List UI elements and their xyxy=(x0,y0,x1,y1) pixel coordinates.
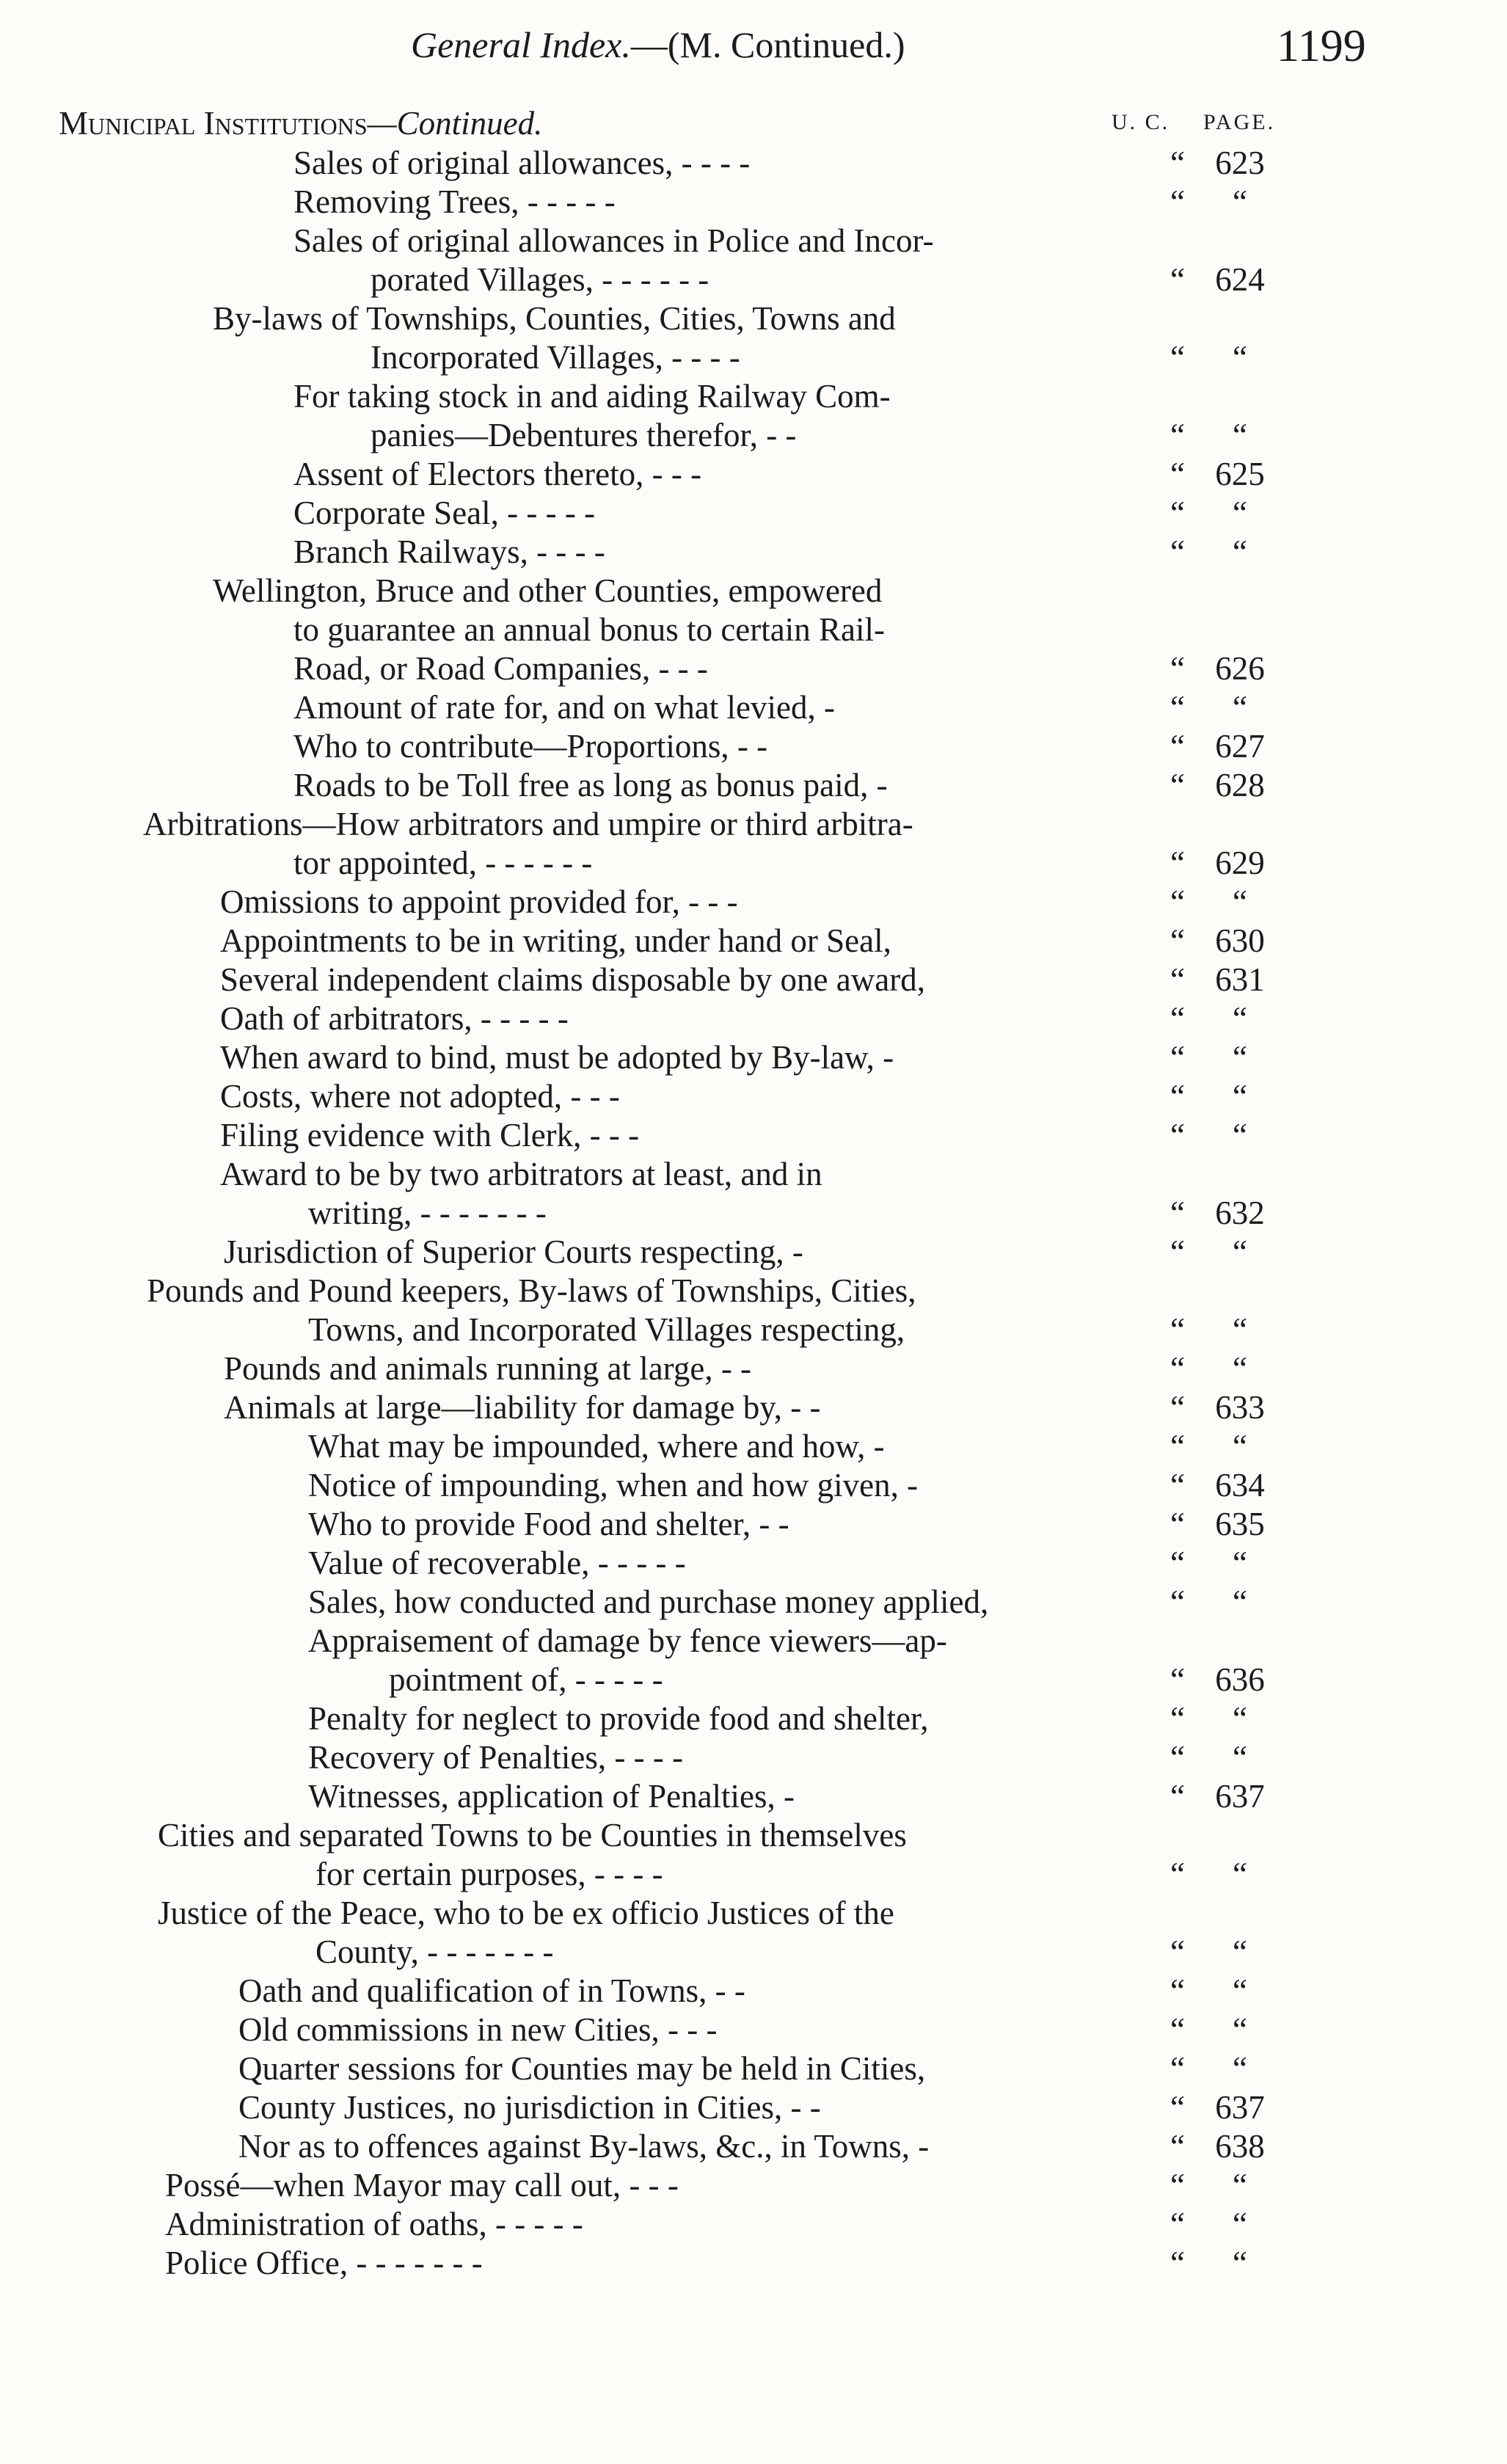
index-entry xyxy=(0,1466,1507,1505)
entry-page-ref: “ xyxy=(1233,1583,1247,1620)
index-entry xyxy=(0,1777,1507,1816)
index-entry xyxy=(0,961,1507,999)
index-entry xyxy=(0,377,1507,416)
entry-text: to guarantee an annual bonus to certain Rail- xyxy=(293,611,885,648)
entry-text: pointment of, - - - - - xyxy=(389,1661,663,1698)
index-entry xyxy=(0,1544,1507,1583)
entry-text: Amount of rate for, and on what levied, - xyxy=(293,689,835,726)
entry-text: Who to provide Food and shelter, - - xyxy=(308,1506,789,1542)
index-entry xyxy=(0,455,1507,494)
index-entry xyxy=(0,222,1507,260)
entry-text: Removing Trees, - - - - - xyxy=(293,183,616,220)
entry-uc-ref: “ xyxy=(1170,2050,1185,2087)
entry-text: Pounds and animals running at large, - - xyxy=(224,1350,752,1387)
entry-uc-ref: “ xyxy=(1170,1467,1185,1503)
entry-uc-ref: “ xyxy=(1170,2245,1185,2281)
entry-page-ref: 637 xyxy=(1215,1778,1265,1815)
entry-text: What may be impounded, where and how, - xyxy=(308,1428,885,1465)
entry-uc-ref: “ xyxy=(1170,145,1185,181)
index-entries xyxy=(0,144,1507,2283)
index-entry xyxy=(0,1699,1507,1738)
entry-uc-ref: “ xyxy=(1170,1661,1185,1698)
entry-uc-ref: “ xyxy=(1170,2128,1185,2165)
entry-page-ref: “ xyxy=(1233,1350,1247,1387)
entry-uc-ref: “ xyxy=(1170,2167,1185,2204)
entry-text: When award to bind, must be adopted by By-law, - xyxy=(220,1039,894,1076)
entry-text: Cities and separated Towns to be Counties in themselves xyxy=(158,1817,907,1854)
index-entry xyxy=(0,1233,1507,1272)
entry-text: for certain purposes, - - - - xyxy=(315,1856,663,1892)
entry-text: Sales, how conducted and purchase money applied, xyxy=(308,1583,989,1620)
entry-text: By-laws of Townships, Counties, Cities, Towns and xyxy=(213,300,896,337)
entry-uc-ref: “ xyxy=(1170,883,1185,920)
entry-text: Branch Railways, - - - - xyxy=(293,533,605,570)
entry-text: Police Office, - - - - - - - xyxy=(165,2245,483,2281)
entry-uc-ref: “ xyxy=(1170,1311,1185,1348)
entry-text: Who to contribute—Proportions, - - xyxy=(293,728,768,765)
entry-text: Omissions to appoint provided for, - - - xyxy=(220,883,738,920)
index-entry xyxy=(0,2049,1507,2088)
entry-uc-ref: “ xyxy=(1170,1583,1185,1620)
entry-page-ref: 625 xyxy=(1215,456,1265,492)
entry-page-ref: “ xyxy=(1233,1428,1247,1465)
entry-text: Incorporated Villages, - - - - xyxy=(371,339,740,376)
entry-uc-ref: “ xyxy=(1170,1545,1185,1581)
entry-text: tor appointed, - - - - - - xyxy=(293,845,593,881)
index-entry xyxy=(0,2244,1507,2283)
index-entry xyxy=(0,727,1507,766)
entry-text: Pounds and Pound keepers, By-laws of Townships, Cities, xyxy=(147,1272,916,1309)
entry-page-ref: “ xyxy=(1233,1039,1247,1076)
entry-page-ref: 631 xyxy=(1215,961,1265,998)
entry-uc-ref: “ xyxy=(1170,1933,1185,1970)
entry-uc-ref: “ xyxy=(1170,1000,1185,1037)
entry-text: Arbitrations—How arbitrators and umpire or third arbitra- xyxy=(143,806,913,842)
entry-page-ref: 628 xyxy=(1215,767,1265,803)
entry-text: panies—Debentures therefor, - - xyxy=(371,417,797,453)
index-entry xyxy=(0,2011,1507,2049)
entry-text: Assent of Electors thereto, - - - xyxy=(293,456,702,492)
entry-page-ref: “ xyxy=(1233,1233,1247,1270)
entry-page-ref: 638 xyxy=(1215,2128,1265,2165)
index-entry xyxy=(0,1661,1507,1699)
entry-text: Sales of original allowances, - - - - xyxy=(293,145,751,181)
entry-uc-ref: “ xyxy=(1170,417,1185,453)
entry-text: Towns, and Incorporated Villages respecting, xyxy=(308,1311,905,1348)
entry-text: Wellington, Bruce and other Counties, empowered xyxy=(213,572,883,609)
entry-text: Road, or Road Companies, - - - xyxy=(293,650,708,687)
index-entry xyxy=(0,1972,1507,2011)
index-entry xyxy=(0,1116,1507,1155)
entry-page-ref: “ xyxy=(1233,689,1247,726)
entry-text: County, - - - - - - - xyxy=(315,1933,554,1970)
entry-text: Oath and qualification of in Towns, - - xyxy=(238,1972,745,2009)
entry-page-ref: 624 xyxy=(1215,261,1265,298)
index-entry xyxy=(0,1505,1507,1544)
running-title-subtitle: —(M. Continued.) xyxy=(630,24,905,65)
index-entry xyxy=(0,572,1507,610)
entry-uc-ref: “ xyxy=(1170,2011,1185,2048)
entry-uc-ref: “ xyxy=(1170,767,1185,803)
entry-uc-ref: “ xyxy=(1170,1195,1185,1231)
entry-uc-ref: “ xyxy=(1170,533,1185,570)
entry-page-ref: “ xyxy=(1233,183,1247,220)
entry-uc-ref: “ xyxy=(1170,1389,1185,1426)
entry-page-ref: 629 xyxy=(1215,845,1265,881)
entry-uc-ref: “ xyxy=(1170,1350,1185,1387)
entry-text: Notice of impounding, when and how given, - xyxy=(308,1467,919,1503)
entry-page-ref: 637 xyxy=(1215,2089,1265,2126)
entry-text: Penalty for neglect to provide food and shelter, xyxy=(308,1700,929,1737)
entry-text: writing, - - - - - - - xyxy=(308,1195,547,1231)
entry-page-ref: “ xyxy=(1233,1545,1247,1581)
entry-uc-ref: “ xyxy=(1170,1039,1185,1076)
index-entry xyxy=(0,1388,1507,1427)
entry-uc-ref: “ xyxy=(1170,2089,1185,2126)
entry-uc-ref: “ xyxy=(1170,183,1185,220)
index-entry xyxy=(0,1194,1507,1233)
entry-uc-ref: “ xyxy=(1170,2206,1185,2242)
entry-page-ref: “ xyxy=(1233,2167,1247,2204)
index-entry xyxy=(0,844,1507,883)
entry-text: Justice of the Peace, who to be ex officio Justices of the xyxy=(158,1895,894,1931)
entry-page-ref: “ xyxy=(1233,1739,1247,1776)
entry-text: Administration of oaths, - - - - - xyxy=(165,2206,583,2242)
entry-page-ref: “ xyxy=(1233,1856,1247,1892)
index-entry xyxy=(0,1155,1507,1194)
entry-text: Possé—when Mayor may call out, - - - xyxy=(165,2167,679,2204)
index-entry xyxy=(0,1738,1507,1777)
entry-text: Animals at large—liability for damage by, - - xyxy=(224,1389,821,1426)
entry-page-ref: “ xyxy=(1233,1117,1247,1153)
entry-uc-ref: “ xyxy=(1170,689,1185,726)
entry-page-ref: “ xyxy=(1233,2050,1247,2087)
entry-page-ref: “ xyxy=(1233,1933,1247,1970)
entry-text: Appointments to be in writing, under hand or Seal, xyxy=(220,922,891,959)
running-title xyxy=(411,23,905,66)
index-entry xyxy=(0,766,1507,805)
entry-text: Sales of original allowances in Police and Incor- xyxy=(293,222,934,259)
index-entry xyxy=(0,416,1507,455)
entry-text: Award to be by two arbitrators at least, and in xyxy=(220,1156,822,1192)
index-entry xyxy=(0,922,1507,961)
entry-text: Witnesses, application of Penalties, - xyxy=(308,1778,795,1815)
entry-uc-ref: “ xyxy=(1170,456,1185,492)
index-entry xyxy=(0,1583,1507,1622)
index-entry xyxy=(0,883,1507,922)
entry-page-ref: “ xyxy=(1233,1000,1247,1037)
index-entry xyxy=(0,183,1507,222)
index-entry xyxy=(0,1272,1507,1311)
index-entry xyxy=(0,299,1507,338)
entry-page-ref: 627 xyxy=(1215,728,1265,765)
entry-uc-ref: “ xyxy=(1170,728,1185,765)
entry-page-ref: 635 xyxy=(1215,1506,1265,1542)
entry-page-ref: “ xyxy=(1233,2206,1247,2242)
entry-page-ref: “ xyxy=(1233,2011,1247,2048)
entry-uc-ref: “ xyxy=(1170,650,1185,687)
entry-uc-ref: “ xyxy=(1170,1233,1185,1270)
entry-uc-ref: “ xyxy=(1170,1972,1185,2009)
index-entry xyxy=(0,2127,1507,2166)
entry-uc-ref: “ xyxy=(1170,339,1185,376)
index-entry xyxy=(0,494,1507,533)
entry-page-ref: 630 xyxy=(1215,922,1265,959)
index-entry xyxy=(0,260,1507,299)
entry-page-ref: 634 xyxy=(1215,1467,1265,1503)
column-header-uc: U. C. xyxy=(1112,110,1170,134)
entry-text: porated Villages, - - - - - - xyxy=(371,261,709,298)
entry-uc-ref: “ xyxy=(1170,261,1185,298)
entry-page-ref: 633 xyxy=(1215,1389,1265,1426)
entry-uc-ref: “ xyxy=(1170,1739,1185,1776)
entry-page-ref: 636 xyxy=(1215,1661,1265,1698)
entry-page-ref: 632 xyxy=(1215,1195,1265,1231)
entry-uc-ref: “ xyxy=(1170,1078,1185,1115)
index-entry xyxy=(0,688,1507,727)
entry-page-ref: 626 xyxy=(1215,650,1265,687)
entry-text: Nor as to offences against By-laws, &c., in Towns, - xyxy=(238,2128,930,2165)
index-entry xyxy=(0,1855,1507,1894)
entry-page-ref: 623 xyxy=(1215,145,1265,181)
index-entry xyxy=(0,1622,1507,1661)
entry-page-ref: “ xyxy=(1233,417,1247,453)
entry-uc-ref: “ xyxy=(1170,1428,1185,1465)
entry-page-ref: “ xyxy=(1233,2245,1247,2281)
index-entry xyxy=(0,1349,1507,1388)
entry-uc-ref: “ xyxy=(1170,1506,1185,1542)
index-entry xyxy=(0,1933,1507,1972)
entry-uc-ref: “ xyxy=(1170,1778,1185,1815)
index-entry xyxy=(0,2088,1507,2127)
entry-page-ref: “ xyxy=(1233,1700,1247,1737)
entry-text: Costs, where not adopted, - - - xyxy=(220,1078,620,1115)
index-entry xyxy=(0,805,1507,844)
page-number: 1199 xyxy=(1277,21,1366,71)
entry-text: Oath of arbitrators, - - - - - xyxy=(220,1000,569,1037)
index-entry xyxy=(0,338,1507,377)
entry-text: Old commissions in new Cities, - - - xyxy=(238,2011,718,2048)
entry-page-ref: “ xyxy=(1233,339,1247,376)
index-entry xyxy=(0,649,1507,688)
index-entry xyxy=(0,533,1507,572)
running-title-main: General Index. xyxy=(411,24,631,65)
index-entry xyxy=(0,1077,1507,1116)
entry-text: Several independent claims disposable by one award, xyxy=(220,961,925,998)
entry-text: Value of recoverable, - - - - - xyxy=(308,1545,686,1581)
entry-text: Filing evidence with Clerk, - - - xyxy=(220,1117,640,1153)
entry-uc-ref: “ xyxy=(1170,922,1185,959)
column-header-page: PAGE. xyxy=(1203,110,1276,134)
index-entry xyxy=(0,1038,1507,1077)
entry-page-ref: “ xyxy=(1233,495,1247,531)
entry-page-ref: “ xyxy=(1233,1311,1247,1348)
index-entry xyxy=(0,1894,1507,1933)
page-header xyxy=(0,16,1507,82)
entry-text: County Justices, no jurisdiction in Cities, - - xyxy=(238,2089,821,2126)
entry-uc-ref: “ xyxy=(1170,961,1185,998)
entry-page-ref: “ xyxy=(1233,883,1247,920)
index-entry xyxy=(0,1816,1507,1855)
index-entry xyxy=(0,1311,1507,1349)
entry-text: Appraisement of damage by fence viewers—ap- xyxy=(308,1622,947,1659)
entry-text: Jurisdiction of Superior Courts respecting, - xyxy=(224,1233,803,1270)
entry-text: Quarter sessions for Counties may be held in Cities, xyxy=(238,2050,926,2087)
entry-page-ref: “ xyxy=(1233,1078,1247,1115)
entry-text: Roads to be Toll free as long as bonus paid, - xyxy=(293,767,888,803)
entry-uc-ref: “ xyxy=(1170,1856,1185,1892)
entry-uc-ref: “ xyxy=(1170,495,1185,531)
index-entry xyxy=(0,2166,1507,2205)
entry-text: Corporate Seal, - - - - - xyxy=(293,495,596,531)
index-entry xyxy=(0,610,1507,649)
index-entry xyxy=(0,2205,1507,2244)
entry-text: Recovery of Penalties, - - - - xyxy=(308,1739,684,1776)
entry-uc-ref: “ xyxy=(1170,1117,1185,1153)
index-entry xyxy=(0,999,1507,1038)
entry-uc-ref: “ xyxy=(1170,1700,1185,1737)
section-continued: —Continued. xyxy=(367,105,543,142)
entry-text: For taking stock in and aiding Railway Com- xyxy=(293,378,891,415)
entry-page-ref: “ xyxy=(1233,1972,1247,2009)
index-entry xyxy=(0,1427,1507,1466)
section-title: Municipal Institutions xyxy=(59,105,368,142)
entry-uc-ref: “ xyxy=(1170,845,1185,881)
index-entry xyxy=(0,144,1507,183)
entry-page-ref: “ xyxy=(1233,533,1247,570)
